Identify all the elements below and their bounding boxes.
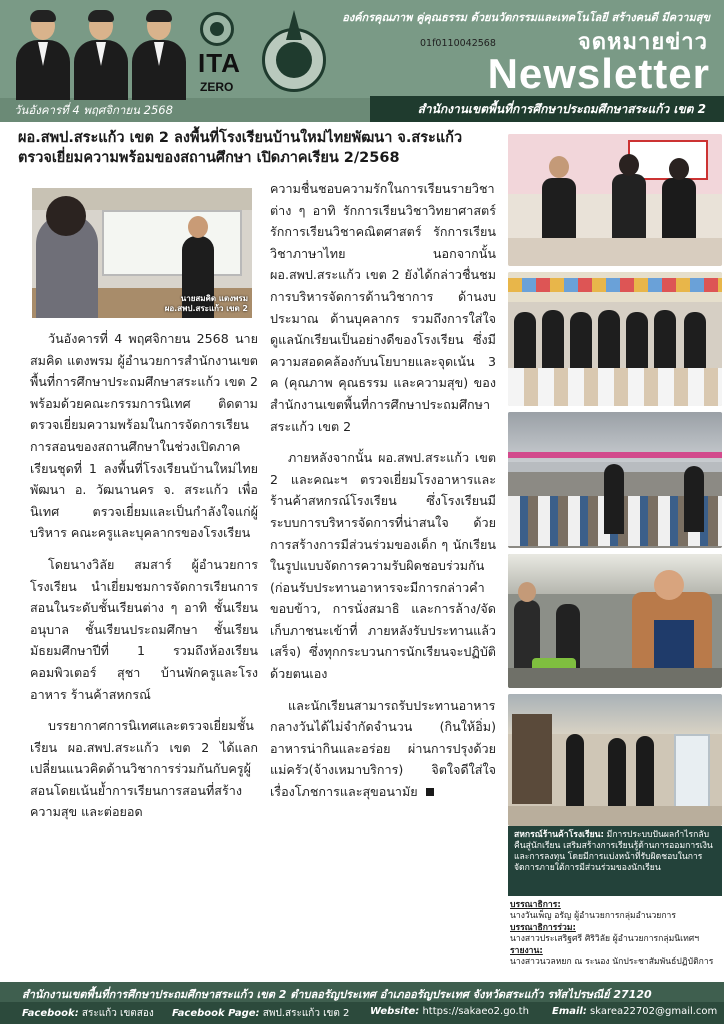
title-english: Newsletter (487, 50, 710, 97)
executive-portrait-1 (14, 12, 72, 100)
paragraph: โดยนางวิลัย สมสาร์ ผู้อำนวยการโรงเรียน นำเยี่ยมชมการจัดการเรียนการสอนในระดับชั้นเรียนต่าง ๆ อาทิ ชั้นเรียนอนุบาล ชั้นเรียนประถมศึกษา ชั้นเรียนมัธยมศึกษาปีที่ 1 รวมถึงห้องเรียนคอมพิวเตอร์ สุชา บ้านพักครูและโรงอาหาร ร้านค้าสหกรณ์ (30, 556, 258, 702)
email-value: skarea22702@gmail.com (590, 1006, 718, 1017)
photo-group-students (508, 272, 722, 406)
header-slogan: องค์กรคุณภาพ คู่คุณธรรม ด้วยนวัตกรรมและเทคโนโลยี สร้างคนดี มีความสุข (342, 11, 710, 24)
store-caption-box (508, 826, 722, 896)
facebook-value: สระแก้ว เขตสอง (81, 1008, 154, 1019)
editorial-credits (510, 900, 722, 969)
photo-canteen-hall (508, 412, 722, 548)
paragraph: ความชื่นชอบความรักในการเรียนรายวิชาต่าง ๆ อาทิ รักการเรียนวิชาวิทยาศาสตร์ รักการเรียนวิชาคณิตศาสตร์ รักการเรียนวิชาภาษาไทย นอกจากนั้น ผอ.สพป.สระแก้ว เขต 2 ยังได้กล่าวชื่นชมการบริหารจัดการด้านวิชาการ ด้านงบประมาณ ด้านบุคลากร รวมถึงการใส่ใจดูแลนักเรียนเป็นอย่างดีของโรงเรียน ซึ่งมีความสอดคล้องกับนโยบายและจุดเน้น 3 ค (คุณภาพ คุณธรรม และความสุข) ของสำนักงานเขตพื้นที่การศึกษาประถมศึกษาสระแก้ว เขต 2 (270, 181, 496, 434)
issue-date: วันอังคารที่ 4 พฤศจิกายน 2568 (14, 103, 173, 117)
article-column-1 (30, 328, 258, 833)
whiteboard (102, 210, 242, 276)
footer-facebook[interactable] (22, 1006, 154, 1021)
headline-line-2: ตรวจเยี่ยมความพร้อมของสถานศึกษา เปิดภาคเรียน 2/2568 (18, 150, 400, 166)
paragraph: บรรยากาศการนิเทศและตรวจเยี่ยมชั้นเรียน ผอ.สพป.สระแก้ว เขต 2 ได้แลกเปลี่ยนแนวคิดด้านวิชาการร่วมกันกับครูผู้สอนโดยเน้นย้ำการเรียนการสอนที่สร้างความสุข และต่อยอด (30, 718, 258, 820)
headline-line-1: ผอ.สพป.สระแก้ว เขต 2 ลงพื้นที่โรงเรียนบ้านใหม่ไทยพัฒนา จ.สระแก้ว (18, 130, 463, 146)
office-emblem-icon (252, 10, 336, 102)
last-paragraph-text: และนักเรียนสามารถรับประทานอาหารกลางวันได้ไม่จำกัดจำนวน (กินให้อิ่ม) อาหารน่ากินและอร่อย ผ่านการปรุงด้วยแม่ครัว(จ้างเหมาบริการ) จิตใจดีใส่ใจเรื่องโภชการและสุขอนามัย (270, 697, 496, 800)
photo-visit-classroom (508, 134, 722, 266)
office-name: สำนักงานเขตพื้นที่การศึกษาประถมศึกษาสระแก้ว เขต 2 (417, 102, 706, 116)
website-value: https://sakaeo2.go.th (422, 1006, 529, 1017)
ita-logo: ITA (198, 48, 241, 78)
photo-caption-position: ผอ.สพป.สระแก้ว เขต 2 (164, 304, 248, 313)
credit-value-reporter: นางสาวนวลหยก ณ ระนอง นักประชาสัมพันธ์ปฏิบัติการ (510, 957, 714, 967)
credit-label-editor: บรรณาธิการ: (510, 900, 561, 910)
paragraph: วันอังคารที่ 4 พฤศจิกายน 2568 นายสมคิด แตงพรม ผู้อำนวยการสำนักงานเขตพื้นที่การศึกษาประถมศึกษาสระแก้ว เขต 2 พร้อมด้วยคณะกรรมการนิเทศ ติดตาม ตรวจเยี่ยมความพร้อมในการจัดการเรียนการสอนของสถานศึกษาในช่วงเปิดภาคเรียนชุดที่ 1 ลงพื้นที่โรงเรียนบ้านใหม่ไทยพัฒนา อ. วัฒนานคร จ. สระแก้ว เพื่อนิเทศ ตรวจเยี่ยมและเป็นกำลังใจแก่ผู้บริหาร คณะครูและบุคลากรของโรงเรียน (30, 331, 258, 541)
paragraph (270, 695, 496, 803)
executive-portrait-3 (130, 12, 188, 100)
photo-serving-lunch (508, 554, 722, 688)
footer-facebook-page[interactable] (172, 1006, 349, 1021)
facebook-page-label: Facebook Page: (172, 1008, 260, 1019)
footer-website[interactable] (370, 1006, 529, 1017)
website-label: Website: (370, 1006, 420, 1017)
credit-label-reporter: รายงาน: (510, 946, 543, 956)
footer-email[interactable] (552, 1006, 717, 1017)
store-caption-text: มีการประบบปันผลกำไรกลับคืนสู่นักเรียน เสริมสร้างการเรียนรู้ด้านการออมการเงินและการลงทุน โดยมีการแบ่งหน้าที่รับผิดชอบในการจัดการภายใต้การมีส่วนร่วมของนักเรียน (514, 830, 713, 873)
article-column-2 (270, 178, 496, 813)
credit-value-editor: นางวันเพ็ญ อรัญ ผู้อำนวยการกลุ่มอำนวยการ (510, 911, 676, 921)
footer-address: สำนักงานเขตพื้นที่การศึกษาประถมศึกษาสระแก้ว เขต 2 ตำบลอรัญประเทศ อำเภออรัญประเทศ จังหวัดสระแก้ว รหัสไปรษณีย์ 27120 (22, 988, 652, 1001)
executive-portrait-2 (72, 12, 130, 100)
agency-logo-icon (200, 12, 234, 46)
newsletter-footer (0, 982, 724, 1024)
end-of-article-icon (426, 788, 434, 796)
facebook-page-value: สพป.สระแก้ว เขต 2 (262, 1008, 350, 1019)
paragraph: ภายหลังจากนั้น ผอ.สพป.สระแก้ว เขต 2 และคณะฯ ตรวจเยี่ยมโรงอาหารและร้านค้าสหกรณ์โรงเรียน ซึ่งโรงเรียนมีระบบการบริหารจัดการที่น่าสนใจ ด้วยการสร้างการมีส่วนร่วมของเด็ก ๆ นักเรียนในรูปแบบจัดการความรับผิดชอบร่วมกัน (ก่อนรับประทานอาหารจะมีการกล่าวคำขอบข้าว, การนั่งสมาธิ และการล้าง/จัดเก็บภาชนะเข้าที่ ภายหลังรับประทานแล้วเสร็จ) ซึ่งทุกกระบวนการนักเรียนจะปฏิบัติด้วยตนเอง (270, 450, 496, 682)
article-headline (18, 128, 504, 168)
document-code: 01f0110042568 (420, 38, 496, 49)
main-photo-caption (165, 294, 248, 314)
title-thai: จดหมายข่าว (577, 30, 708, 55)
newsletter-header (0, 0, 724, 122)
photo-school-store (508, 694, 722, 826)
store-caption-label: สหกรณ์ร้านค้าโรงเรียน: (514, 830, 604, 840)
credit-label-co-editor: บรรณาธิการร่วม: (510, 923, 576, 933)
facebook-label: Facebook: (22, 1008, 79, 1019)
zero-logo: ZERO (200, 80, 234, 94)
credit-value-co-editor: นางสาวประเสริฐศรี ศิริวิลัย ผู้อำนวยการกลุ่มนิเทศฯ (510, 934, 700, 944)
email-label: Email: (552, 1006, 587, 1017)
main-photo (32, 188, 252, 318)
photo-caption-name: นายสมคิด แตงพรม (180, 294, 248, 303)
